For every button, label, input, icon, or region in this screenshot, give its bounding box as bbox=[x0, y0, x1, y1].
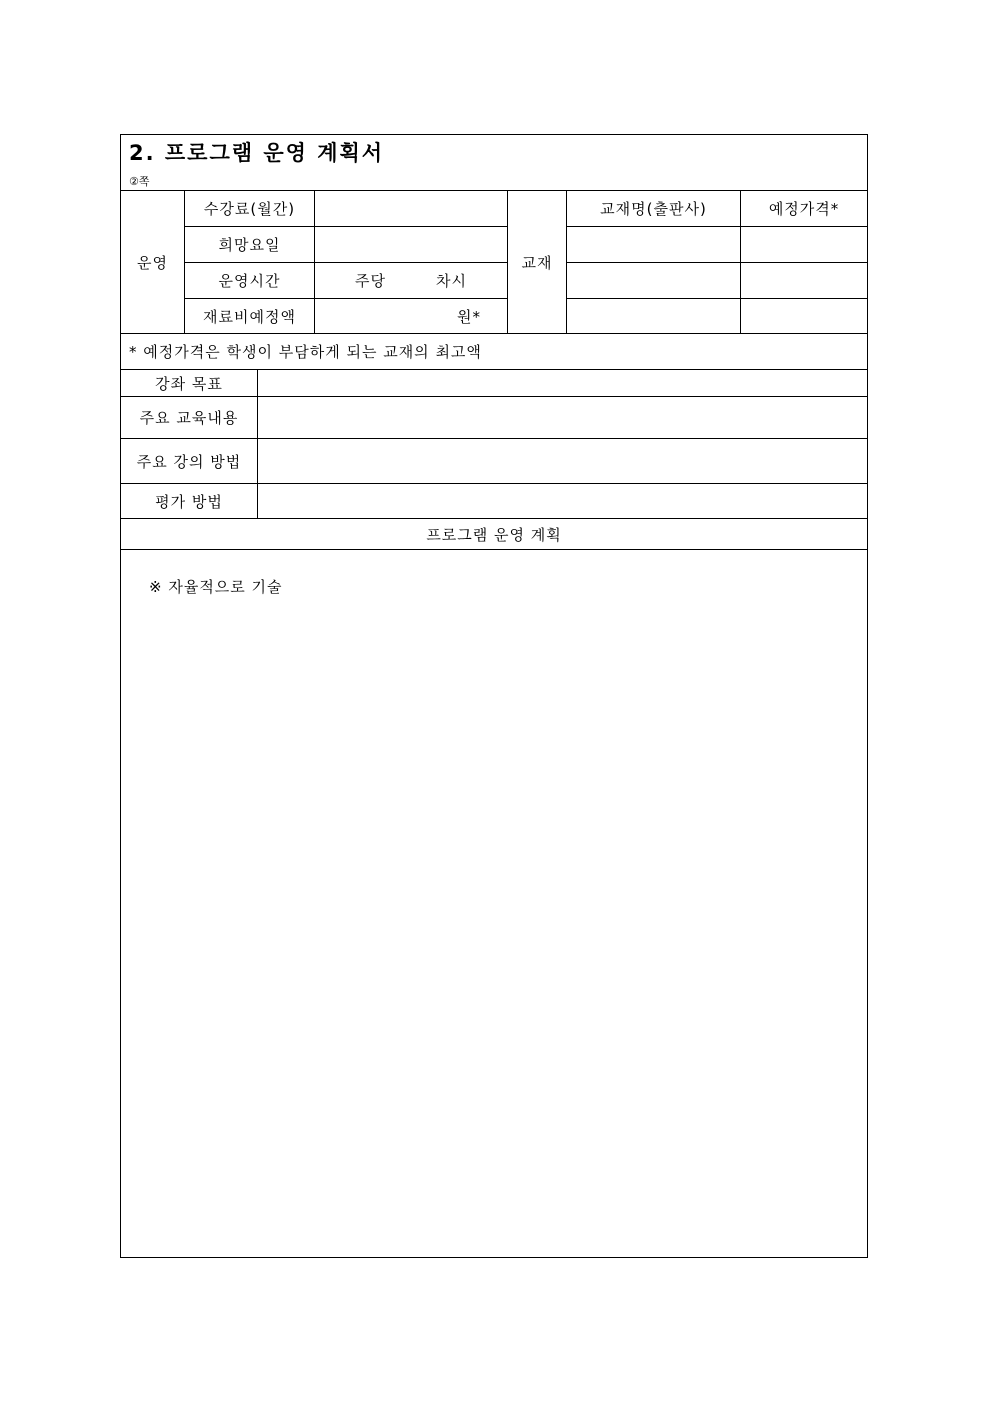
textbook-name-header: 교재명(출판사) bbox=[567, 191, 741, 227]
textbook-price-header: 예정가격* bbox=[741, 191, 868, 227]
teaching-method-label: 주요 강의 방법 bbox=[121, 439, 258, 484]
plan-body-field[interactable] bbox=[121, 550, 868, 1258]
material-cost-field[interactable] bbox=[315, 299, 508, 334]
operating-hours-field[interactable] bbox=[315, 263, 508, 299]
plan-instruction: ※ 자율적으로 기술 bbox=[149, 578, 283, 596]
program-plan-form bbox=[120, 134, 867, 1258]
evaluation-method-label: 평가 방법 bbox=[121, 484, 258, 519]
tuition-label: 수강료(월간) bbox=[185, 191, 315, 227]
price-note: * 예정가격은 학생이 부담하게 되는 교재의 최고액 bbox=[121, 334, 868, 370]
textbook-price-field[interactable] bbox=[741, 227, 868, 263]
teaching-method-field[interactable] bbox=[258, 439, 868, 484]
textbook-name-field[interactable] bbox=[567, 227, 741, 263]
main-content-field[interactable] bbox=[258, 397, 868, 439]
operating-hours-label: 운영시간 bbox=[185, 263, 315, 299]
textbook-price-field[interactable] bbox=[741, 299, 868, 334]
material-cost-label: 재료비예정액 bbox=[185, 299, 315, 334]
plan-heading: 프로그램 운영 계획 bbox=[121, 519, 868, 550]
course-goal-field[interactable] bbox=[258, 370, 868, 397]
main-content-label: 주요 교육내용 bbox=[121, 397, 258, 439]
page-title: 2. 프로그램 운영 계획서 bbox=[129, 141, 385, 165]
page-number-mark: ②쪽 bbox=[129, 175, 150, 188]
won-unit-text: 원* bbox=[457, 307, 481, 326]
title-cell bbox=[121, 135, 868, 191]
evaluation-method-field[interactable] bbox=[258, 484, 868, 519]
form-table bbox=[120, 134, 868, 1258]
textbook-price-field[interactable] bbox=[741, 263, 868, 299]
tuition-field[interactable] bbox=[315, 191, 508, 227]
operation-group-label: 운영 bbox=[121, 191, 185, 334]
course-goal-label: 강좌 목표 bbox=[121, 370, 258, 397]
per-week-text: 주당 bbox=[355, 272, 386, 290]
preferred-day-label: 희망요일 bbox=[185, 227, 315, 263]
textbook-group-label: 교재 bbox=[508, 191, 567, 334]
preferred-day-field[interactable] bbox=[315, 227, 508, 263]
textbook-name-field[interactable] bbox=[567, 299, 741, 334]
textbook-name-field[interactable] bbox=[567, 263, 741, 299]
sessions-text: 차시 bbox=[436, 272, 467, 290]
